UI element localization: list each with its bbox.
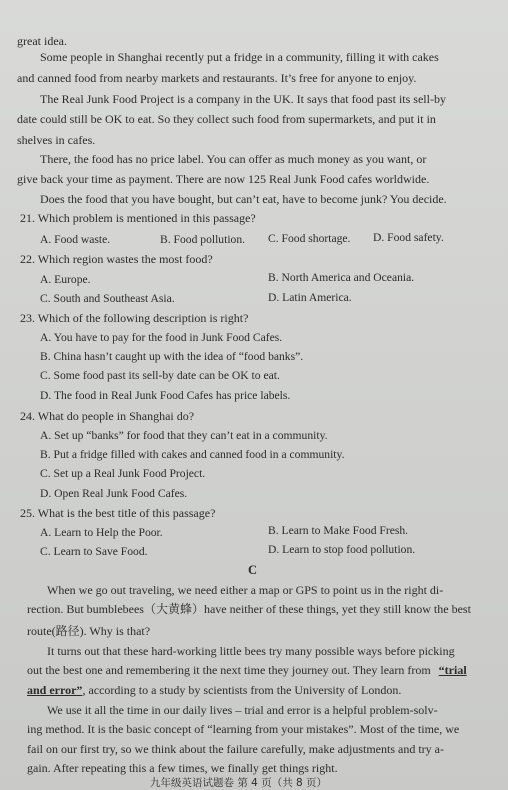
section-c-heading: C xyxy=(248,563,258,577)
question-22: 22. Which region wastes the most food? xyxy=(20,252,213,266)
passage-c-line: ing method. It is the basic concept of “learning from your mistakes”. Most of the time, we xyxy=(27,722,460,736)
q21-option-a: A. Food waste. xyxy=(40,233,111,246)
question-23: 23. Which of the following description is right? xyxy=(20,311,249,325)
passage-line: There, the food has no price label. You can offer as much money as you want, or xyxy=(40,152,427,166)
question-25: 25. What is the best title of this passage? xyxy=(20,506,216,520)
q21-option-d: D. Food safety. xyxy=(373,231,444,244)
question-21: 21. Which problem is mentioned in this passage? xyxy=(20,211,256,225)
passage-line: give back your time as payment. There are now 125 Real Junk Food cafes worldwide. xyxy=(17,172,430,186)
passage-line: shelves in cafes. xyxy=(17,133,96,147)
passage-c-text: , according to a study by scientists from the University of London. xyxy=(82,683,402,697)
passage-c-line: We use it all the time in our daily lives – trial and error is a helpful problem-solv- xyxy=(47,703,438,717)
passage-c-line xyxy=(27,683,401,697)
question-24: 24. What do people in Shanghai do? xyxy=(20,409,195,423)
q23-option-a: A. You have to pay for the food in Junk Food Cafes. xyxy=(40,331,283,344)
q24-option-b: B. Put a fridge filled with cakes and canned food in a community. xyxy=(40,448,345,461)
q23-option-d: D. The food in Real Junk Food Cafes has price labels. xyxy=(40,389,291,402)
q25-option-d: D. Learn to stop food pollution. xyxy=(268,543,416,556)
q25-option-a: A. Learn to Help the Poor. xyxy=(40,526,163,539)
passage-line: date could still be OK to eat. So they collect such food from supermarkets, and put it in xyxy=(17,112,436,126)
q23-option-b: B. China hasn’t caught up with the idea of “food banks”. xyxy=(40,350,304,363)
q22-option-a: A. Europe. xyxy=(40,273,91,286)
passage-c-line: gain. After repeating this a few times, we finally get things right. xyxy=(27,761,338,775)
passage-c-line: It turns out that these hard-working little bees try many possible ways before picking xyxy=(47,644,455,658)
q22-option-c: C. South and Southeast Asia. xyxy=(40,292,175,305)
q21-option-b: B. Food pollution. xyxy=(160,233,246,246)
passage-line: The Real Junk Food Project is a company in the UK. It says that food past its sell-by xyxy=(40,92,446,106)
passage-line: and canned food from nearby markets and restaurants. It’s free for anyone to enjoy. xyxy=(17,71,417,85)
passage-c-line: rection. But bumblebees（大黄蜂）have neither of these things, yet they still know the best xyxy=(27,602,471,616)
q21-option-c: C. Food shortage. xyxy=(268,232,351,245)
page-footer: 九年级英语试题卷 第 4 页（共 8 页） xyxy=(150,777,328,789)
passage-c-line: fail on our first try, so we think about the failure carefully, make adjustments and try a- xyxy=(27,742,444,756)
passage-c-line xyxy=(27,663,467,677)
passage-c-line: When we go out traveling, we need either a map or GPS to point us in the right di- xyxy=(47,583,444,597)
trial-and-error-emphasis: and error” xyxy=(27,683,83,697)
passage-c-text: out the best one and remembering it the next time they journey out. They learn from xyxy=(27,663,431,677)
q22-option-b: B. North America and Oceania. xyxy=(268,271,415,284)
passage-line: Some people in Shanghai recently put a fridge in a community, filling it with cakes xyxy=(40,50,439,64)
q22-option-d: D. Latin America. xyxy=(268,291,352,304)
trial-and-error-emphasis: “trial xyxy=(438,663,467,677)
q24-option-d: D. Open Real Junk Food Cafes. xyxy=(40,487,188,500)
passage-line: great idea. xyxy=(17,34,67,48)
q25-option-c: C. Learn to Save Food. xyxy=(40,545,148,558)
passage-c-line: route(路径). Why is that? xyxy=(27,624,151,638)
q23-option-c: C. Some food past its sell-by date can be OK to eat. xyxy=(40,369,280,382)
passage-line: Does the food that you have bought, but can’t eat, have to become junk? You decide. xyxy=(40,192,447,206)
q24-option-c: C. Set up a Real Junk Food Project. xyxy=(40,467,206,480)
q24-option-a: A. Set up “banks” for food that they can’t eat in a community. xyxy=(40,429,328,442)
q25-option-b: B. Learn to Make Food Fresh. xyxy=(268,524,409,537)
